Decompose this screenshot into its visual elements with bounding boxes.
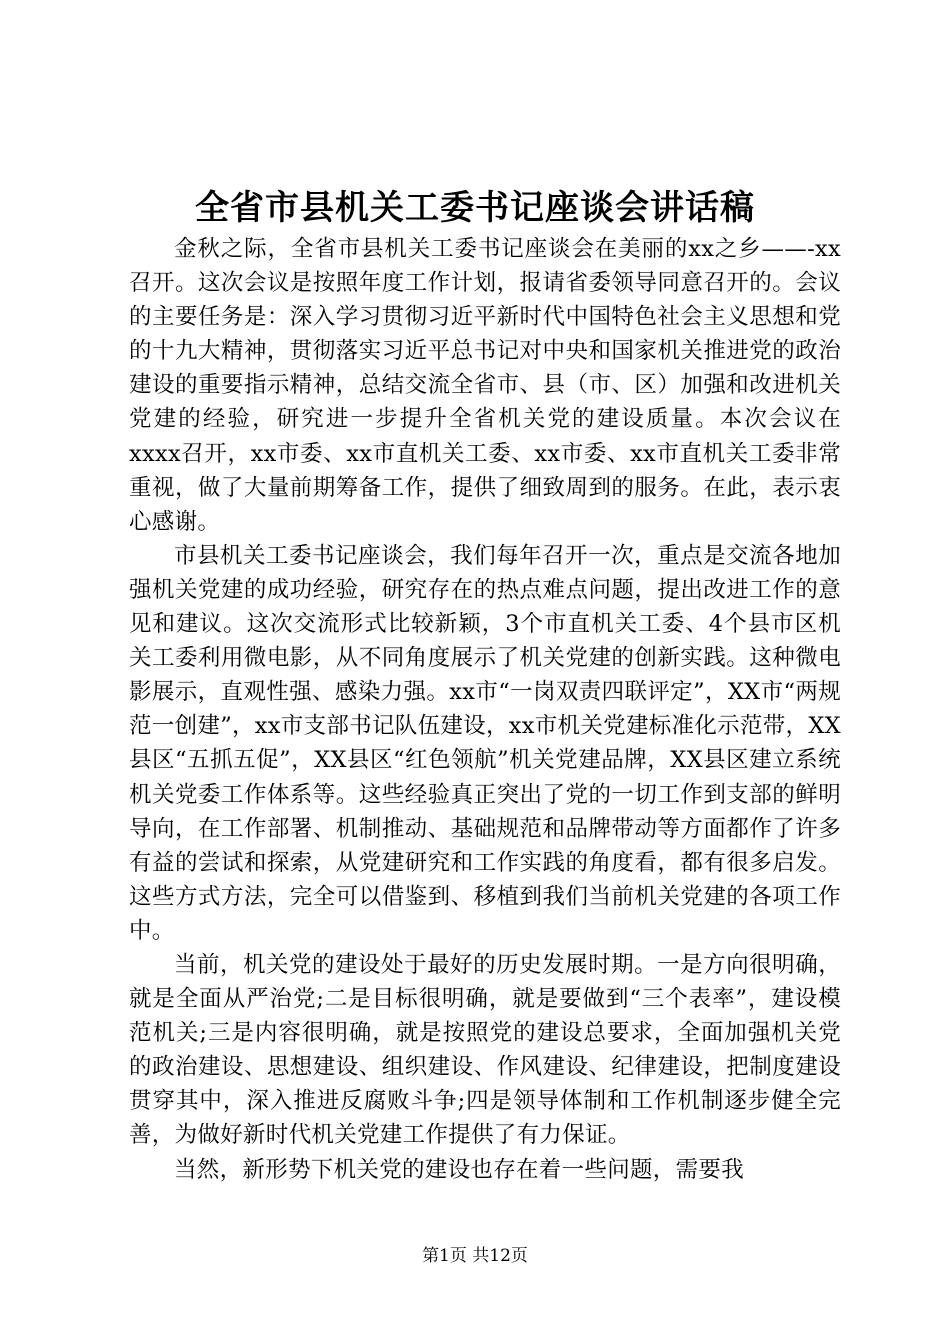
paragraph-4: 当然，新形势下机关党的建设也存在着一些问题，需要我 <box>174 1156 745 1183</box>
paragraph-1: 金秋之际，全省市县机关工委书记座谈会在美丽的xx之乡——-xx召开。这次会议是按照年度工作计划，报请省委领导同意召开的。会议的主要任务是：深入学习贯彻习近平新时代中国特色社会主义思想和党的十九大精神，贯彻落实习近平总书记对中央和国家机关推进党的政治建设的重要指示精神，总结交流全省市、县（市、区）加强和改进机关党建的经验，研究进一步提升全省机关党的建设质量。本次会议在xxxx召开，xx市委、xx市直机关工委、xx市委、xx市直机关工委非常重视，做了大量前期筹备工作，提供了细致周到的服务。在此，表示衷心感谢。 <box>129 236 841 535</box>
paragraph-2: 市县机关工委书记座谈会，我们每年召开一次，重点是交流各地加强机关党建的成功经验，研究存在的热点难点问题，提出改进工作的意见和建议。这次交流形式比较新颖，3个市直机关工委、4个县市区机关工委利用微电影，从不同角度展示了机关党建的创新实践。这种微电影展示，直观性强、感染力强。xx市“一岗双责四联评定”，XX市“两规范一创建”，xx市支部书记队伍建设，xx市机关党建标准化示范带，XX县区“五抓五促”，XX县区“红色领航”机关党建品牌，XX县区建立系统机关党委工作体系等。这些经验真正突出了党的一切工作到支部的鲜明导向，在工作部署、机制推动、基础规范和品牌带动等方面都作了许多有益的尝试和探索，从党建研究和工作实践的角度看，都有很多启发。这些方式方法，完全可以借鉴到、移植到我们当前机关党建的各项工作中。 <box>129 542 841 944</box>
page-number-footer: 第1页 共12页 <box>422 1246 528 1266</box>
paragraph-3: 当前，机关党的建设处于最好的历史发展时期。一是方向很明确，就是全面从严治党;二是目标很明确，就是要做到“三个表率”，建设模范机关;三是内容很明确，就是按照党的建设总要求，全面加强机关党的政治建设、思想建设、组织建设、作风建设、纪律建设，把制度建设贯穿其中，深入推进反腐败斗争;四是领导体制和工作机制逐步健全完善，为做好新时代机关党建工作提供了有力保证。 <box>129 951 841 1149</box>
document-title: 全省市县机关工委书记座谈会讲话稿 <box>195 188 755 228</box>
document-body <box>129 232 841 1187</box>
